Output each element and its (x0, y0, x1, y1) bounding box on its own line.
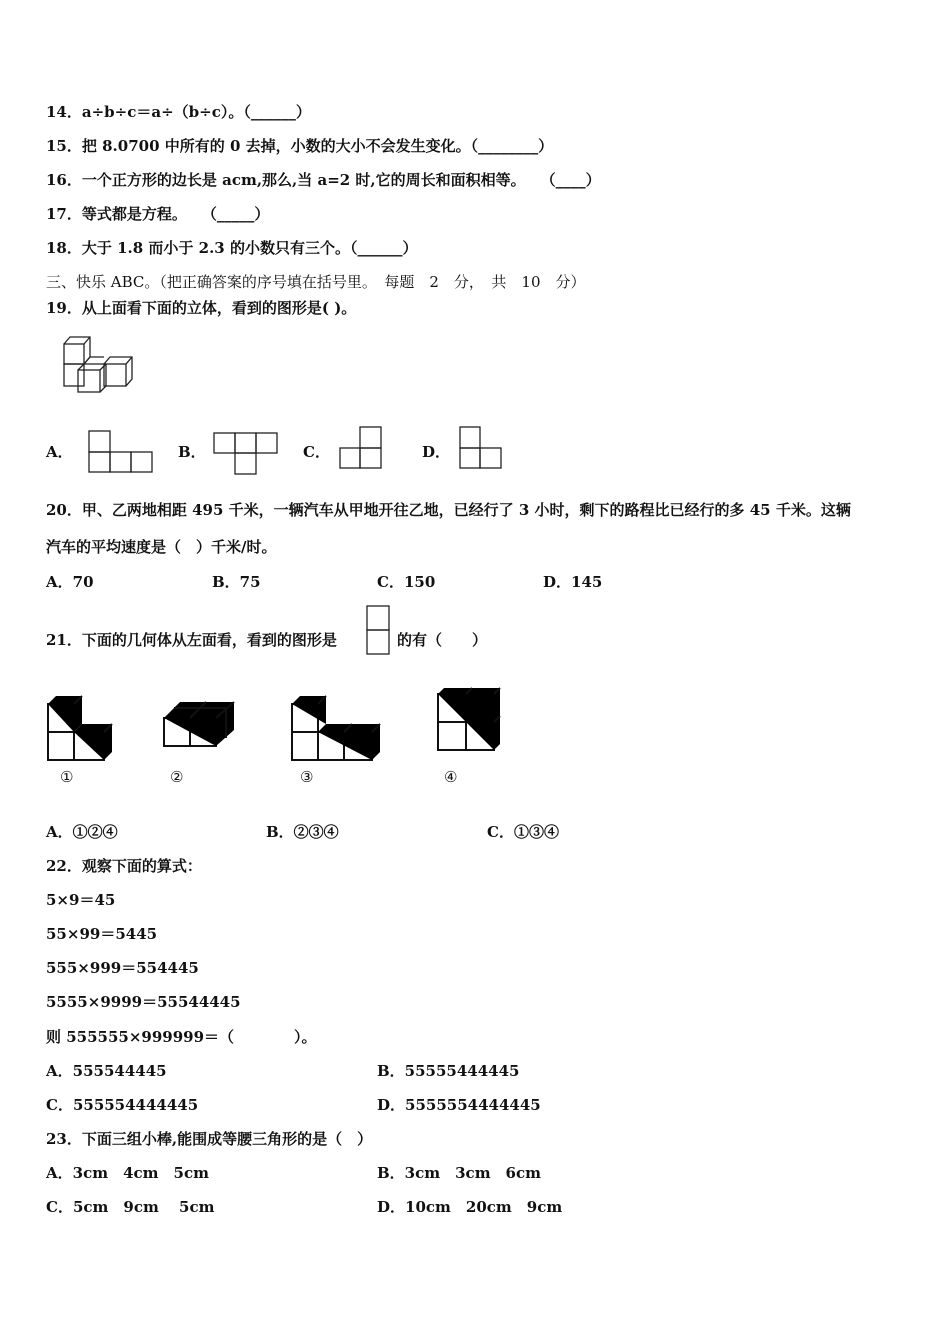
q22-equation-3: 555×999＝554445 (46, 959, 199, 977)
question-19: 19．从上面看下面的立体，看到的图形是( )。 (46, 299, 357, 317)
q22-question: 则 555555×999999＝（ ）。 (46, 1028, 317, 1046)
question-17: 17．等式都是方程。 （_____） (46, 205, 270, 223)
q22-equation-1: 5×9＝45 (46, 891, 116, 909)
q21-option-c[interactable]: C．①③④ (487, 823, 559, 841)
q23-option-d[interactable]: D．10cm 20cm 9cm (377, 1198, 563, 1216)
q22-option-d[interactable]: D．5555554444445 (377, 1096, 541, 1114)
q21-label-4: ④ (444, 768, 458, 786)
question-16: 16．一个正方形的边长是 acm,那么,当 a=2 时,它的周长和面积相等。 （____） (46, 171, 601, 189)
q21-solid-3 (288, 690, 384, 766)
q21-solid-1 (44, 690, 116, 766)
q23-option-b[interactable]: B．3cm 3cm 6cm (377, 1164, 542, 1182)
q21-label-2: ② (170, 768, 184, 786)
q19-option-d-shape (457, 424, 505, 472)
q22-option-c[interactable]: C．555554444445 (46, 1096, 199, 1114)
q21-target-shape (365, 604, 393, 658)
q19-option-b-shape (211, 430, 279, 476)
q22-option-a[interactable]: A．555544445 (46, 1062, 167, 1080)
q22-equation-2: 55×99＝5445 (46, 925, 158, 943)
section-3-heading: 三、快乐 ABC。（把正确答案的序号填在括号里。 每题 2 分， 共 10 分） (46, 273, 586, 291)
question-18: 18．大于 1.8 而小于 2.3 的小数只有三个。（______） (46, 239, 418, 257)
question-21-text-after: 的有（ ） (397, 631, 488, 649)
question-14: 14．a÷b÷c＝a÷（b÷c）。（______） (46, 103, 311, 121)
q21-option-a[interactable]: A．①②④ (46, 823, 118, 841)
q19-option-c-shape (337, 424, 385, 472)
q21-solid-2 (160, 698, 240, 754)
question-23: 23．下面三组小棒,能围成等腰三角形的是（ ） (46, 1130, 373, 1148)
q19-option-d[interactable]: D． (422, 443, 451, 461)
q23-option-a[interactable]: A．3cm 4cm 5cm (46, 1164, 209, 1182)
q19-option-a-shape (86, 428, 154, 474)
question-21-text: 21．下面的几何体从左面看，看到的图形是 (46, 631, 337, 649)
question-20-line-2: 汽车的平均速度是（ ）千米/时。 (46, 538, 277, 556)
question-20-line-1: 20．甲、乙两地相距 495 千米，一辆汽车从甲地开往乙地，已经行了 3 小时，剩下的路程比已经行的多 45 千米。这辆 (46, 501, 851, 519)
q20-option-b[interactable]: B．75 (212, 573, 261, 591)
q22-option-b[interactable]: B．55555444445 (377, 1062, 520, 1080)
q23-option-c[interactable]: C．5cm 9cm 5cm (46, 1198, 215, 1216)
q21-option-b[interactable]: B．②③④ (266, 823, 339, 841)
q19-solid-figure (60, 334, 136, 396)
q21-label-1: ① (60, 768, 74, 786)
q21-solid-4 (432, 684, 504, 756)
q22-equation-4: 5555×9999＝55544445 (46, 993, 241, 1011)
question-22: 22．观察下面的算式： (46, 857, 202, 875)
q20-option-c[interactable]: C．150 (377, 573, 436, 591)
q20-option-d[interactable]: D．145 (543, 573, 603, 591)
question-15: 15．把 8.0700 中所有的 0 去掉，小数的大小不会发生变化。（________） (46, 137, 554, 155)
q21-label-3: ③ (300, 768, 314, 786)
q20-option-a[interactable]: A．70 (46, 573, 94, 591)
q19-option-b[interactable]: B． (178, 443, 206, 461)
q19-option-c[interactable]: C． (303, 443, 330, 461)
q19-option-a[interactable]: A． (46, 443, 73, 461)
